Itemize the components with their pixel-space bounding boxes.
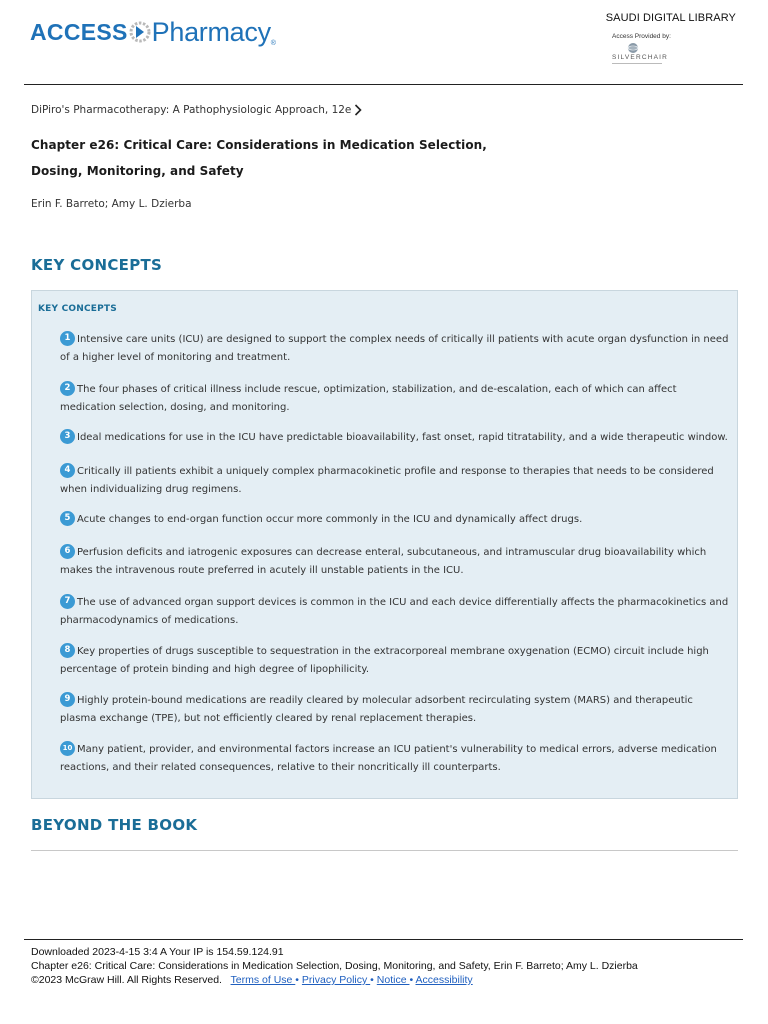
chapter-authors: Erin F. Barreto; Amy L. Dzierba xyxy=(31,198,192,210)
concept-number-badge: 6 xyxy=(60,544,75,559)
concept-text: The use of advanced organ support devices is common in the ICU and each device differentially affects the pharmacokinetics and pharmacodynamics of medications. xyxy=(60,597,729,626)
breadcrumb-book-link[interactable]: DiPiro's Pharmacotherapy: A Pathophysiologic Approach, 12e xyxy=(31,104,352,116)
concept-number-badge: 1 xyxy=(60,331,75,346)
notice-link[interactable]: Notice xyxy=(376,974,410,986)
copyright-text: ©2023 McGraw Hill. All Rights Reserved. xyxy=(31,974,222,986)
key-concept-item xyxy=(60,643,730,679)
link-separator: • xyxy=(295,974,299,986)
provider-name: SILVERCHAIR xyxy=(612,54,669,61)
page-header xyxy=(0,0,768,85)
link-separator: • xyxy=(409,974,414,986)
download-info: Downloaded 2023-4-15 3:4 A Your IP is 154.59.124.91 xyxy=(31,946,284,958)
concept-text: Many patient, provider, and environmental factors increase an ICU patient's vulnerability to medical errors, adverse medication reactions, and their related consequences, relative to their noncritically ill counterparts. xyxy=(60,744,717,773)
copyright-line xyxy=(31,973,638,987)
concept-text: Highly protein-bound medications are readily cleared by molecular adsorbent recirculating system (MARS) and therapeutic plasma exchange (TPE), but not efficiently cleared by renal replacement therapies. xyxy=(60,695,693,724)
registered-mark: ® xyxy=(270,40,276,47)
privacy-policy-link[interactable]: Privacy Policy xyxy=(301,974,371,986)
concept-number-badge: 5 xyxy=(60,511,75,526)
concept-text: Ideal medications for use in the ICU have predictable bioavailability, fast onset, rapid titratability, and a wide therapeutic window. xyxy=(77,432,728,443)
concept-text: Intensive care units (ICU) are designed to support the complex needs of critically ill patients with acute organ dysfunction in need of a higher level of monitoring and treatment. xyxy=(60,334,729,363)
logo-access-text: ACCESS xyxy=(30,18,128,45)
breadcrumb xyxy=(31,104,362,116)
concept-text: Perfusion deficits and iatrogenic exposures can decrease enteral, subcutaneous, and intramuscular drug bioavailability which makes the intravenous route preferred in acutely ill unstable patients in the ICU. xyxy=(60,547,707,576)
provider-underline xyxy=(612,63,662,64)
chapter-title: Chapter e26: Critical Care: Considerations in Medication Selection, Dosing, Monitoring, and Safety xyxy=(31,138,487,178)
concept-number-badge: 7 xyxy=(60,594,75,609)
key-concepts-heading: KEY CONCEPTS xyxy=(31,256,163,274)
concept-number-badge: 10 xyxy=(60,741,75,756)
link-separator: • xyxy=(370,974,374,986)
header-divider xyxy=(24,84,743,85)
concept-text: Key properties of drugs susceptible to sequestration in the extracorporeal membrane oxygenation (ECMO) circuit include high percentage of protein binding and high degree of lipophilicity. xyxy=(60,646,709,675)
section-divider xyxy=(31,850,738,851)
concept-number-badge: 9 xyxy=(60,692,75,707)
concept-text: The four phases of critical illness include rescue, optimization, stabilization, and de-escalation, each of which can affect medication selection, dosing, and monitoring. xyxy=(60,384,677,413)
key-concepts-box-label: KEY CONCEPTS xyxy=(38,304,117,314)
chevron-right-icon[interactable] xyxy=(354,104,362,116)
key-concept-item xyxy=(60,511,730,529)
accesspharmacy-logo[interactable] xyxy=(30,12,276,52)
silverchair-globe-icon xyxy=(627,42,639,54)
logo-pharmacy-text: Pharmacy xyxy=(151,16,271,47)
key-concept-item xyxy=(60,692,730,728)
institution-block xyxy=(596,12,736,61)
key-concept-item xyxy=(60,331,730,367)
accessibility-link[interactable]: Accessibility xyxy=(415,974,473,986)
concept-text: Acute changes to end-organ function occur more commonly in the ICU and dynamically affect drugs. xyxy=(77,514,583,525)
library-name: SAUDI DIGITAL LIBRARY xyxy=(605,12,736,24)
key-concepts-box xyxy=(31,290,738,799)
concept-text: Critically ill patients exhibit a uniquely complex pharmacokinetic profile and response to therapies that needs to be considered when individualizing drug regimens. xyxy=(60,466,714,495)
access-provided-label: Access Provided by: xyxy=(612,33,671,40)
footer-divider xyxy=(24,939,743,940)
key-concept-item xyxy=(60,463,730,499)
gear-arrow-icon xyxy=(129,15,151,49)
concept-number-badge: 8 xyxy=(60,643,75,658)
key-concept-item xyxy=(60,594,730,630)
key-concept-item xyxy=(60,544,730,580)
key-concept-item xyxy=(60,741,730,777)
page-footer xyxy=(31,945,638,987)
citation-line: Chapter e26: Critical Care: Considerations in Medication Selection, Dosing, Monitoring, and Safety, Erin F. Barreto; Amy L. Dzierba xyxy=(31,960,638,972)
key-concept-item xyxy=(60,429,730,447)
concept-number-badge: 2 xyxy=(60,381,75,396)
beyond-the-book-heading: BEYOND THE BOOK xyxy=(31,816,198,834)
concept-number-badge: 3 xyxy=(60,429,75,444)
key-concept-item xyxy=(60,381,730,417)
concept-number-badge: 4 xyxy=(60,463,75,478)
terms-of-use-link[interactable]: Terms of Use xyxy=(230,974,296,986)
